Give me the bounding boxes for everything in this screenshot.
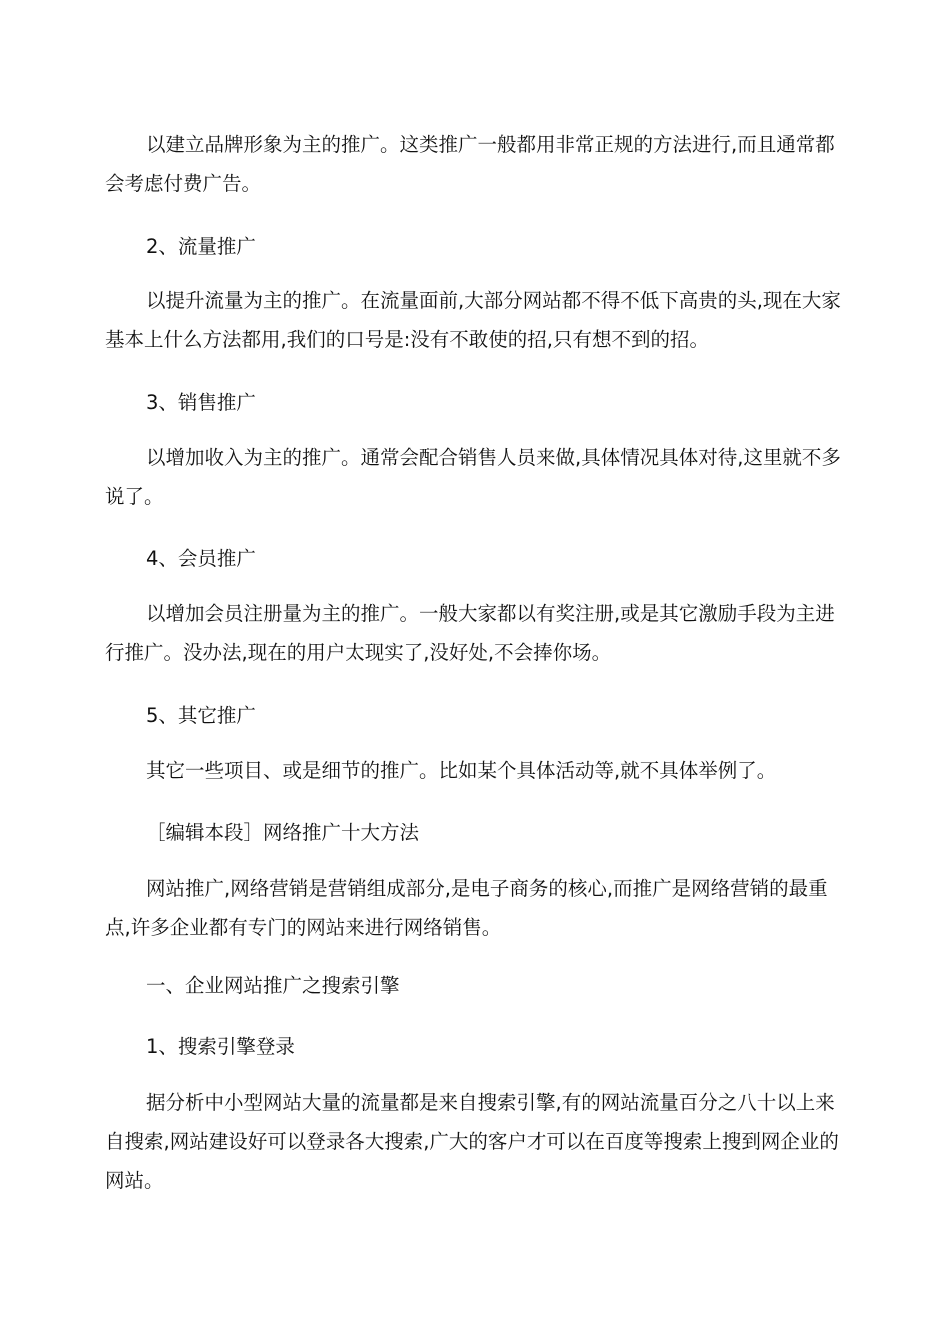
heading-search-engine-login: 1、搜索引擎登录 xyxy=(146,1035,295,1058)
paragraph-other-promotion: 其它一些项目、或是细节的推广。比如某个具体活动等,就不具体举例了。 xyxy=(146,759,777,782)
heading-traffic-promotion: 2、流量推广 xyxy=(146,235,256,258)
section-heading-ten-methods: ［编辑本段］网络推广十大方法 xyxy=(146,821,420,844)
paragraph-member-promotion: 以增加会员注册量为主的推广。一般大家都以有奖注册,或是其它激励手段为主进行推广。没办法,现在的用户太现实了,没好处,不会捧你场。 xyxy=(105,602,835,664)
paragraph-sales-promotion: 以增加收入为主的推广。通常会配合销售人员来做,具体情况具体对待,这里就不多说了。 xyxy=(105,446,841,508)
paragraph-traffic-promotion: 以提升流量为主的推广。在流量面前,大部分网站都不得不低下高贵的头,现在大家基本上什么方法都用,我们的口号是:没有不敢使的招,只有想不到的招。 xyxy=(105,289,841,351)
paragraph-website-promotion: 网站推广,网络营销是营销组成部分,是电子商务的核心,而推广是网络营销的最重点,许多企业都有专门的网站来进行网络销售。 xyxy=(105,877,828,939)
paragraph-search-engine-login: 据分析中小型网站大量的流量都是来自搜索引擎,有的网站流量百分之八十以上来自搜索,网站建设好可以登录各大搜索,广大的客户才可以在百度等搜索上搜到网企业的网站。 xyxy=(105,1091,839,1192)
heading-search-engine: 一、企业网站推广之搜索引擎 xyxy=(146,974,400,997)
heading-member-promotion: 4、会员推广 xyxy=(146,547,256,570)
heading-other-promotion: 5、其它推广 xyxy=(146,704,256,727)
heading-sales-promotion: 3、销售推广 xyxy=(146,391,256,414)
paragraph-brand-promotion: 以建立品牌形象为主的推广。这类推广一般都用非常正规的方法进行,而且通常都会考虑付费广告。 xyxy=(105,133,835,195)
